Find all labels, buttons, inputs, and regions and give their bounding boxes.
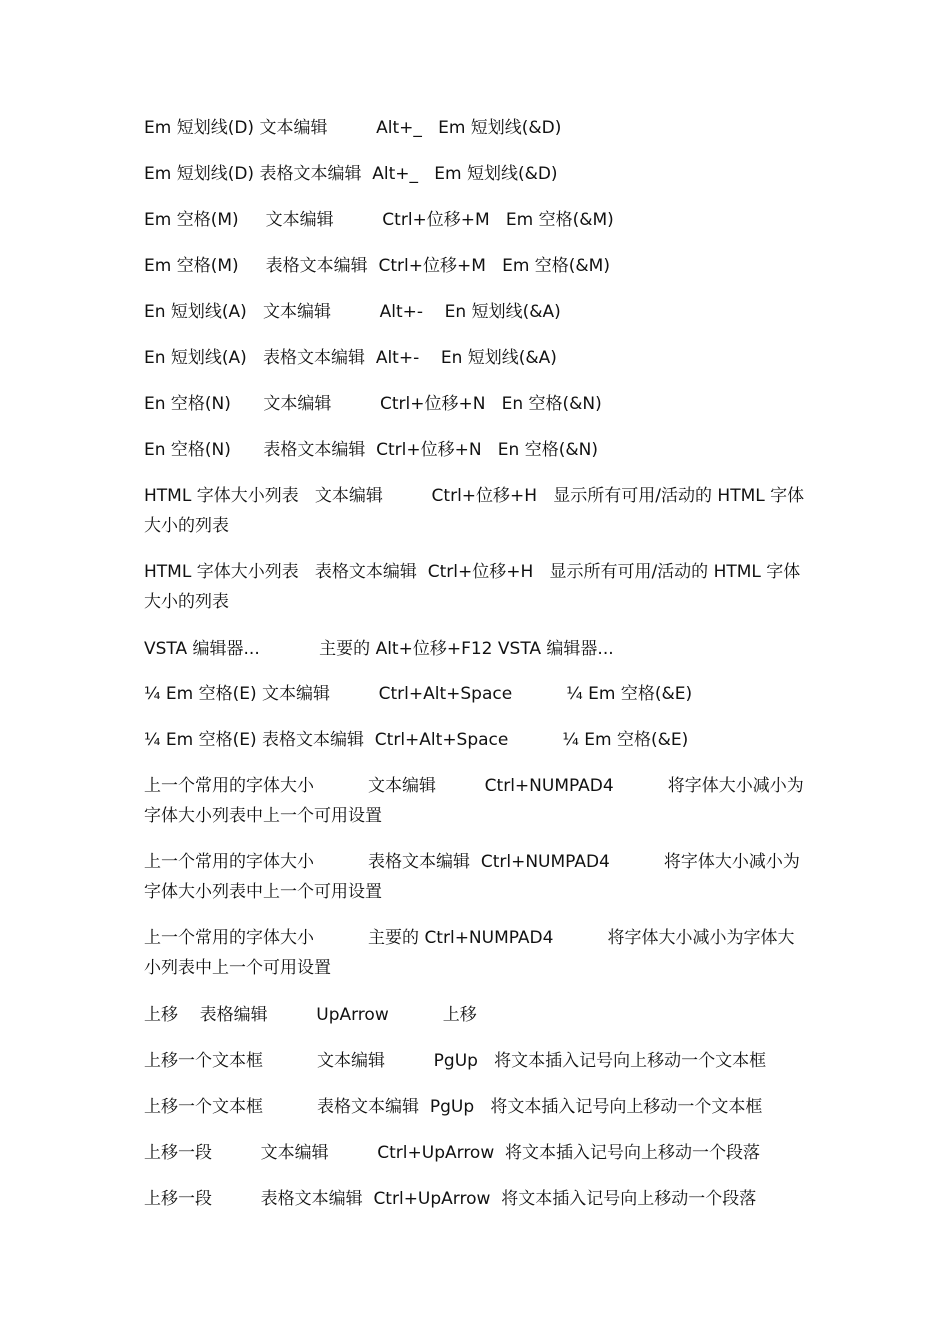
shortcut-entry: 上移一段 文本编辑 Ctrl+UpArrow 将文本插入记号向上移动一个段落 — [144, 1143, 761, 1163]
shortcut-entry: 上移一个文本框 表格文本编辑 PgUp 将文本插入记号向上移动一个文本框 — [144, 1097, 763, 1117]
shortcut-entry: ¼ Em 空格(E) 文本编辑 Ctrl+Alt+Space ¼ Em 空格(&E) — [144, 684, 693, 704]
shortcut-entry: HTML 字体大小列表 表格文本编辑 Ctrl+位移+H 显示所有可用/活动的 HTML 字体大小的列表 — [144, 562, 801, 612]
shortcut-entry: 上一个常用的字体大小 主要的 Ctrl+NUMPAD4 将字体大小减小为字体大小列表中上一个可用设置 — [144, 928, 795, 978]
shortcut-entry: 上移一段 表格文本编辑 Ctrl+UpArrow 将文本插入记号向上移动一个段落 — [144, 1189, 757, 1209]
shortcut-entry: Em 短划线(D) 表格文本编辑 Alt+_ Em 短划线(&D) — [144, 164, 558, 184]
shortcut-entry: En 空格(N) 表格文本编辑 Ctrl+位移+N En 空格(&N) — [144, 440, 598, 460]
shortcut-entry: 上移 表格编辑 UpArrow 上移 — [144, 1005, 477, 1025]
shortcut-entry: Em 空格(M) 表格文本编辑 Ctrl+位移+M Em 空格(&M) — [144, 256, 610, 276]
shortcut-entry: ¼ Em 空格(E) 表格文本编辑 Ctrl+Alt+Space ¼ Em 空格(&E) — [144, 730, 689, 750]
shortcut-entry: En 空格(N) 文本编辑 Ctrl+位移+N En 空格(&N) — [144, 394, 602, 414]
shortcut-entry: 上一个常用的字体大小 文本编辑 Ctrl+NUMPAD4 将字体大小减小为字体大小列表中上一个可用设置 — [144, 776, 804, 826]
shortcut-entry: En 短划线(A) 文本编辑 Alt+- En 短划线(&A) — [144, 302, 561, 322]
shortcut-entry: Em 空格(M) 文本编辑 Ctrl+位移+M Em 空格(&M) — [144, 210, 614, 230]
shortcut-entry: 上一个常用的字体大小 表格文本编辑 Ctrl+NUMPAD4 将字体大小减小为字体大小列表中上一个可用设置 — [144, 852, 800, 902]
shortcut-entry: VSTA 编辑器... 主要的 Alt+位移+F12 VSTA 编辑器... — [144, 639, 614, 659]
shortcut-entry: Em 短划线(D) 文本编辑 Alt+_ Em 短划线(&D) — [144, 118, 562, 138]
shortcut-entry: HTML 字体大小列表 文本编辑 Ctrl+位移+H 显示所有可用/活动的 HTML 字体大小的列表 — [144, 486, 805, 536]
shortcut-entry: En 短划线(A) 表格文本编辑 Alt+- En 短划线(&A) — [144, 348, 557, 368]
shortcut-entry: 上移一个文本框 文本编辑 PgUp 将文本插入记号向上移动一个文本框 — [144, 1051, 767, 1071]
